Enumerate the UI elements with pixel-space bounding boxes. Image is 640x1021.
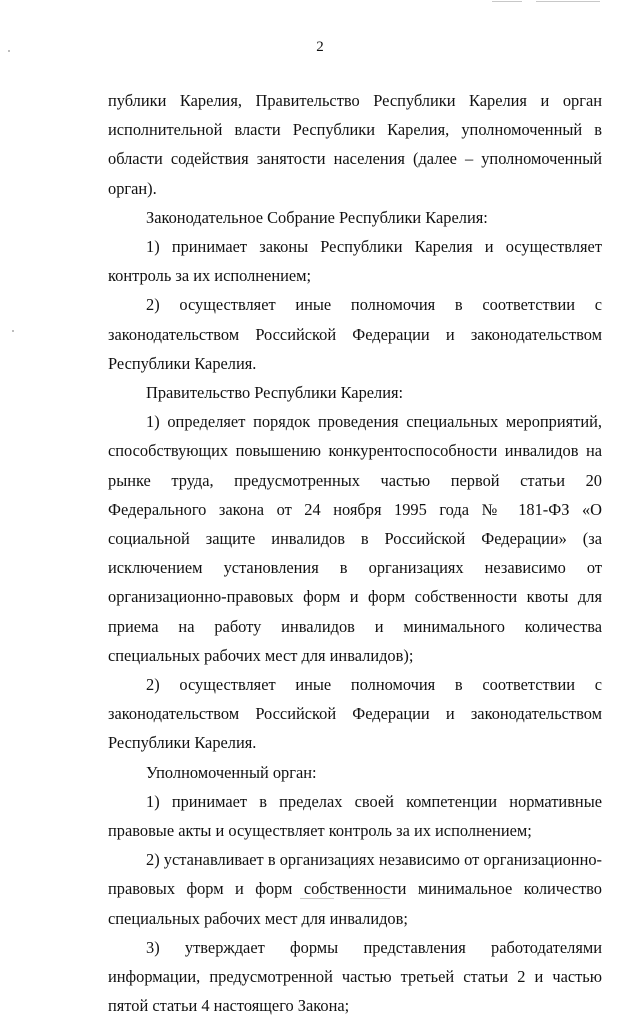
paragraph-continuation: публики Карелия, Правительство Республики Карелия и орган исполнительной власти Республики Карелия, уполномоченный в области содействия занятости населения (далее – уполномоченный орган). bbox=[108, 91, 602, 198]
paragraph-government-item-2: 2) осуществляет иные полномочия в соответствии с законодательством Российской Федерации и законодательством Республики Карелия. bbox=[108, 675, 602, 753]
scan-artifact bbox=[12, 330, 14, 332]
paragraph-government-item-1: 1) определяет порядок проведения специальных мероприятий, способствующих повышению конкурентоспособности инвалидов на рынке труда, предусмотренных частью первой статьи 20 Федерального закона от 24 ноября 1995 года № 181-ФЗ «О социальной защите инвалидов в Российской Федерации» (за исключением установления в организациях независимо от организационно-правовых форм и форм собственности квоты для приема на работу инвалидов и минимального количества специальных рабочих мест для инвалидов); bbox=[108, 412, 602, 665]
scan-artifact bbox=[350, 898, 390, 899]
paragraph-authorized-body-item-2: 2) устанавливает в организациях независимо от организационно-правовых форм и форм собственности минимальное количество специальных рабочих мест для инвалидов; bbox=[108, 850, 602, 928]
paragraph-authorized-body-item-3: 3) утверждает формы представления работодателями информации, предусмотренной частью третьей статьи 2 и частью пятой статьи 4 настоящего Закона; bbox=[108, 937, 602, 1016]
document-body bbox=[108, 86, 602, 1021]
paragraph-authorized-body-heading: Уполномоченный орган: bbox=[146, 762, 317, 782]
paragraph-assembly-item-1: 1) принимает законы Республики Карелия и осуществляет контроль за их исполнением; bbox=[108, 237, 602, 286]
page-number: 2 bbox=[316, 39, 324, 55]
paragraph-authorized-body-item-1: 1) принимает в пределах своей компетенции нормативные правовые акты и осуществляет контроль за их исполнением; bbox=[108, 791, 602, 841]
scan-artifact bbox=[536, 1, 600, 2]
paragraph-legislative-assembly-heading: Законодательное Собрание Республики Карелия: bbox=[146, 207, 488, 227]
paragraph-assembly-item-2: 2) осуществляет иные полномочия в соответствии с законодательством Российской Федерации и законодательством Республики Карелия. bbox=[108, 295, 602, 373]
scan-artifact bbox=[492, 1, 522, 2]
paragraph-government-heading: Правительство Республики Карелия: bbox=[146, 383, 404, 403]
scan-artifact bbox=[300, 898, 334, 899]
